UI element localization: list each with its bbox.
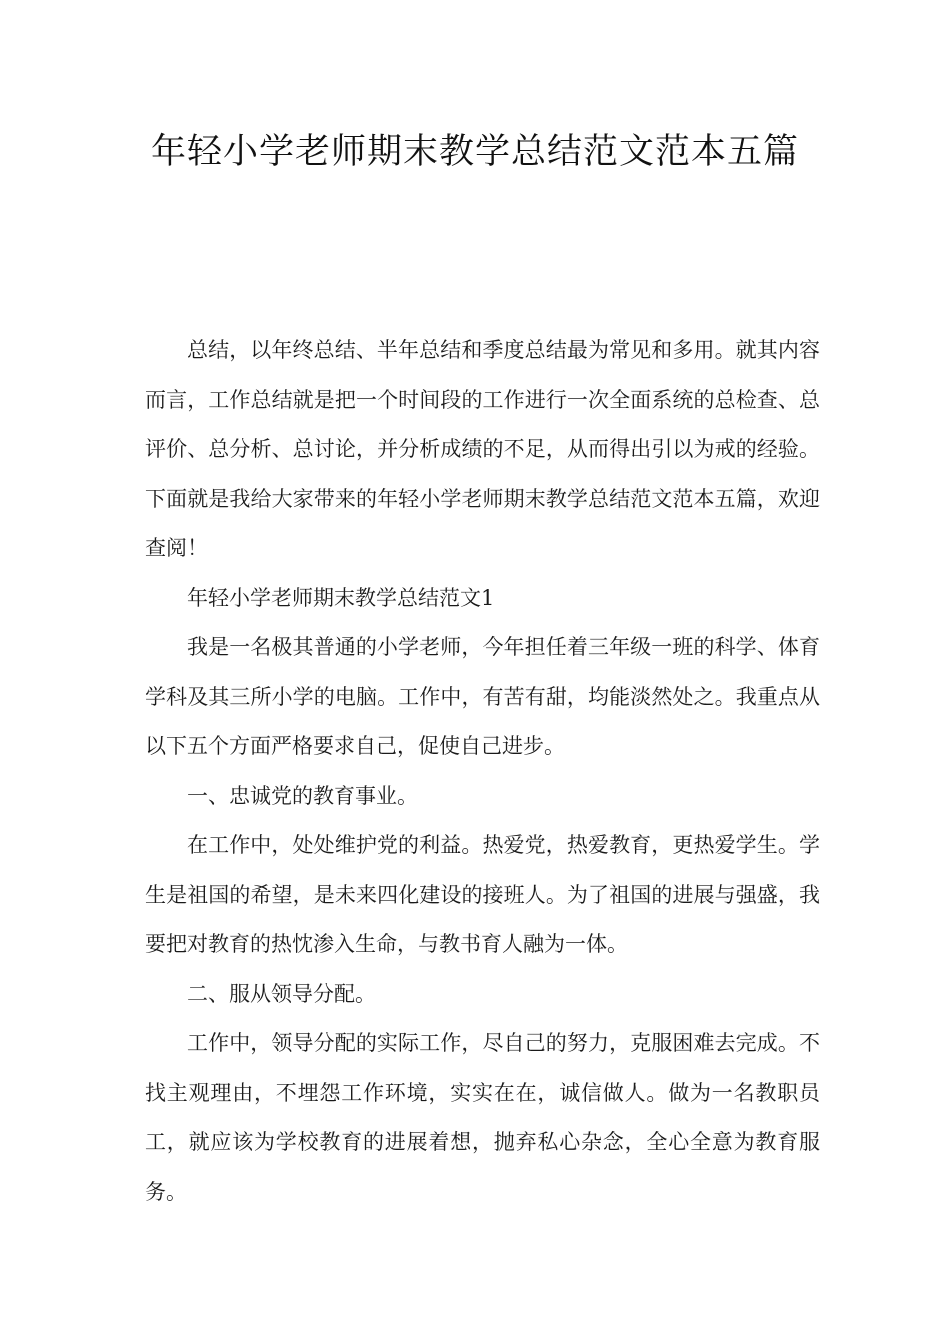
body-paragraph: 在工作中，处处维护党的利益。热爱党，热爱教育，更热爱学生。学生是祖国的希望，是未来四化建设的接班人。为了祖国的进展与强盛，我要把对教育的热忱渗入生命，与教书育人融为一体。 (145, 833, 820, 956)
section-heading-1: 一、忠诚党的教育事业。 (187, 783, 418, 808)
intro-paragraph: 总结，以年终总结、半年总结和季度总结最为常见和多用。就其内容而言，工作总结就是把一个时间段的工作进行一次全面系统的总检查、总评价、总分析、总讨论，并分析成绩的不足，从而得出引以为戒的经验。下面就是我给大家带来的年轻小学老师期末教学总结范文范本五篇，欢迎查阅！ (145, 338, 820, 560)
document-body (145, 326, 820, 1217)
body-paragraph: 我是一名极其普通的小学老师，今年担任着三年级一班的科学、体育学科及其三所小学的电脑。工作中，有苦有甜，均能淡然处之。我重点从以下五个方面严格要求自己，促使自己进步。 (145, 635, 820, 758)
body-paragraph: 工作中，领导分配的实际工作，尽自己的努力，克服困难去完成。不找主观理由，不埋怨工作环境，实实在在，诚信做人。做为一名教职员工，就应该为学校教育的进展着想，抛弃私心杂念，全心全意为教育服务。 (145, 1031, 820, 1204)
section-heading-2: 二、服从领导分配。 (187, 981, 376, 1006)
document-title: 年轻小学老师期末教学总结范文范本五篇 (150, 132, 799, 172)
section-heading-essay-1: 年轻小学老师期末教学总结范文1 (187, 585, 495, 610)
